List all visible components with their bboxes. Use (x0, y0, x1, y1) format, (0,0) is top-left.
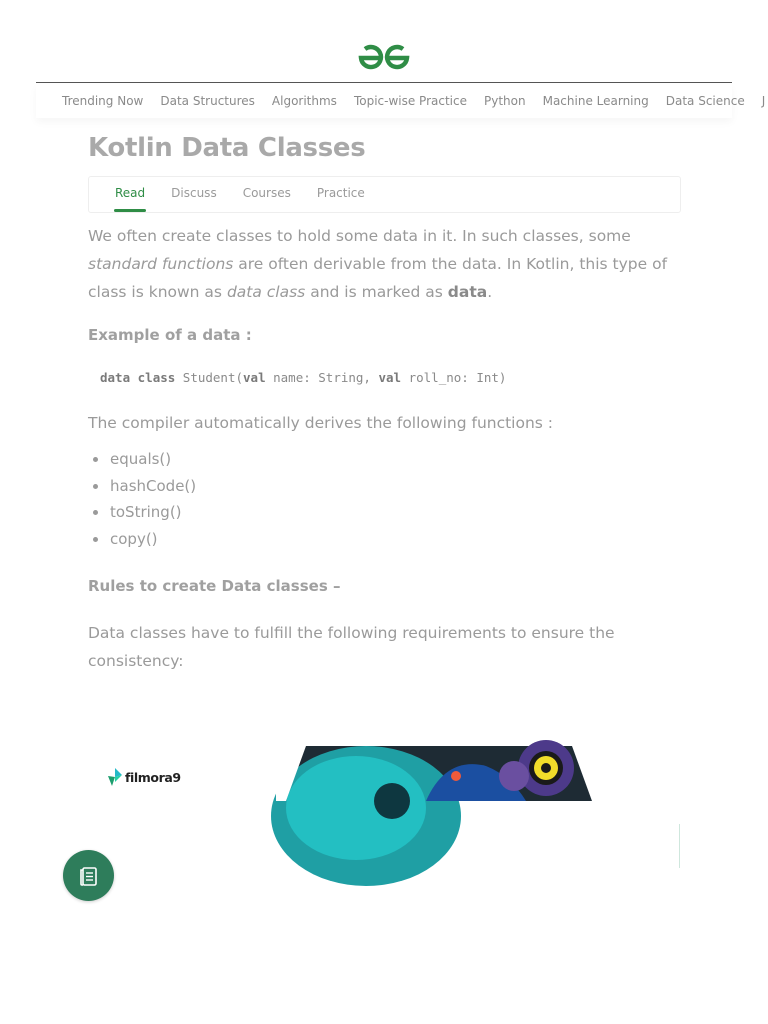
article-tabs (88, 176, 681, 213)
example-heading: Example of a data : (88, 326, 252, 344)
tab-practice[interactable]: Practice (316, 186, 365, 200)
page-title: Kotlin Data Classes (88, 133, 366, 163)
code-text-2: name: String, (265, 370, 379, 385)
intro-text-3: and is marked as (305, 283, 448, 301)
nav-python[interactable]: Python (483, 94, 526, 108)
site-header (0, 40, 768, 80)
top-navigation (36, 84, 766, 118)
gfg-logo-icon[interactable] (357, 40, 411, 76)
filmora-diamond-icon (108, 768, 122, 786)
rules-paragraph: Data classes have to fulfill the following requirements to ensure the consistency: (88, 624, 615, 670)
nav-machine-learning[interactable]: Machine Learning (542, 94, 649, 108)
intro-bold-data: data (447, 283, 488, 301)
code-keyword-val-2: val (378, 370, 402, 385)
code-keyword-data: data (100, 370, 131, 385)
ad-artwork (276, 746, 602, 801)
code-keyword-class: class (137, 370, 176, 385)
intro-text-2: are often derivable from the data. In Kotlin, this type of class is known as (88, 255, 668, 301)
list-item: copy() (88, 526, 688, 553)
filmora-logo-text: filmora9 (125, 769, 181, 785)
nav-topic-wise-practice[interactable]: Topic-wise Practice (353, 94, 467, 108)
article-body (88, 222, 688, 675)
list-item: equals() (88, 446, 688, 473)
intro-em-standard-functions: standard functions (88, 255, 234, 273)
article-list-button[interactable] (63, 850, 114, 901)
intro-text-4: . (487, 283, 493, 301)
ad-edge-divider (679, 824, 680, 868)
code-keyword-val-1: val (243, 370, 266, 385)
ad-banner[interactable] (88, 746, 681, 801)
intro-em-data-class: data class (226, 283, 306, 301)
tab-courses[interactable]: Courses (242, 186, 291, 200)
code-text-3: roll_no: Int) (401, 370, 507, 385)
header-divider (36, 82, 732, 83)
code-text-1: Student( (175, 370, 244, 385)
list-item: toString() (88, 499, 688, 526)
nav-algorithms[interactable]: Algorithms (271, 94, 337, 108)
code-snippet (88, 370, 688, 385)
functions-list (88, 446, 688, 552)
filmora-brand (108, 768, 181, 786)
nav-data-structures[interactable]: Data Structures (160, 94, 255, 108)
nav-truncated-item[interactable]: J (761, 94, 766, 108)
list-item: hashCode() (88, 473, 688, 500)
tab-discuss[interactable]: Discuss (171, 186, 217, 200)
article-list-icon (78, 865, 100, 887)
nav-data-science[interactable]: Data Science (665, 94, 745, 108)
intro-paragraph (88, 222, 688, 306)
intro-text-1: We often create classes to hold some data in it. In such classes, some (88, 227, 631, 245)
rules-heading: Rules to create Data classes – (88, 577, 341, 595)
nav-trending-now[interactable]: Trending Now (62, 94, 144, 108)
derives-paragraph: The compiler automatically derives the following functions : (88, 414, 554, 432)
tab-read[interactable]: Read (115, 176, 145, 213)
